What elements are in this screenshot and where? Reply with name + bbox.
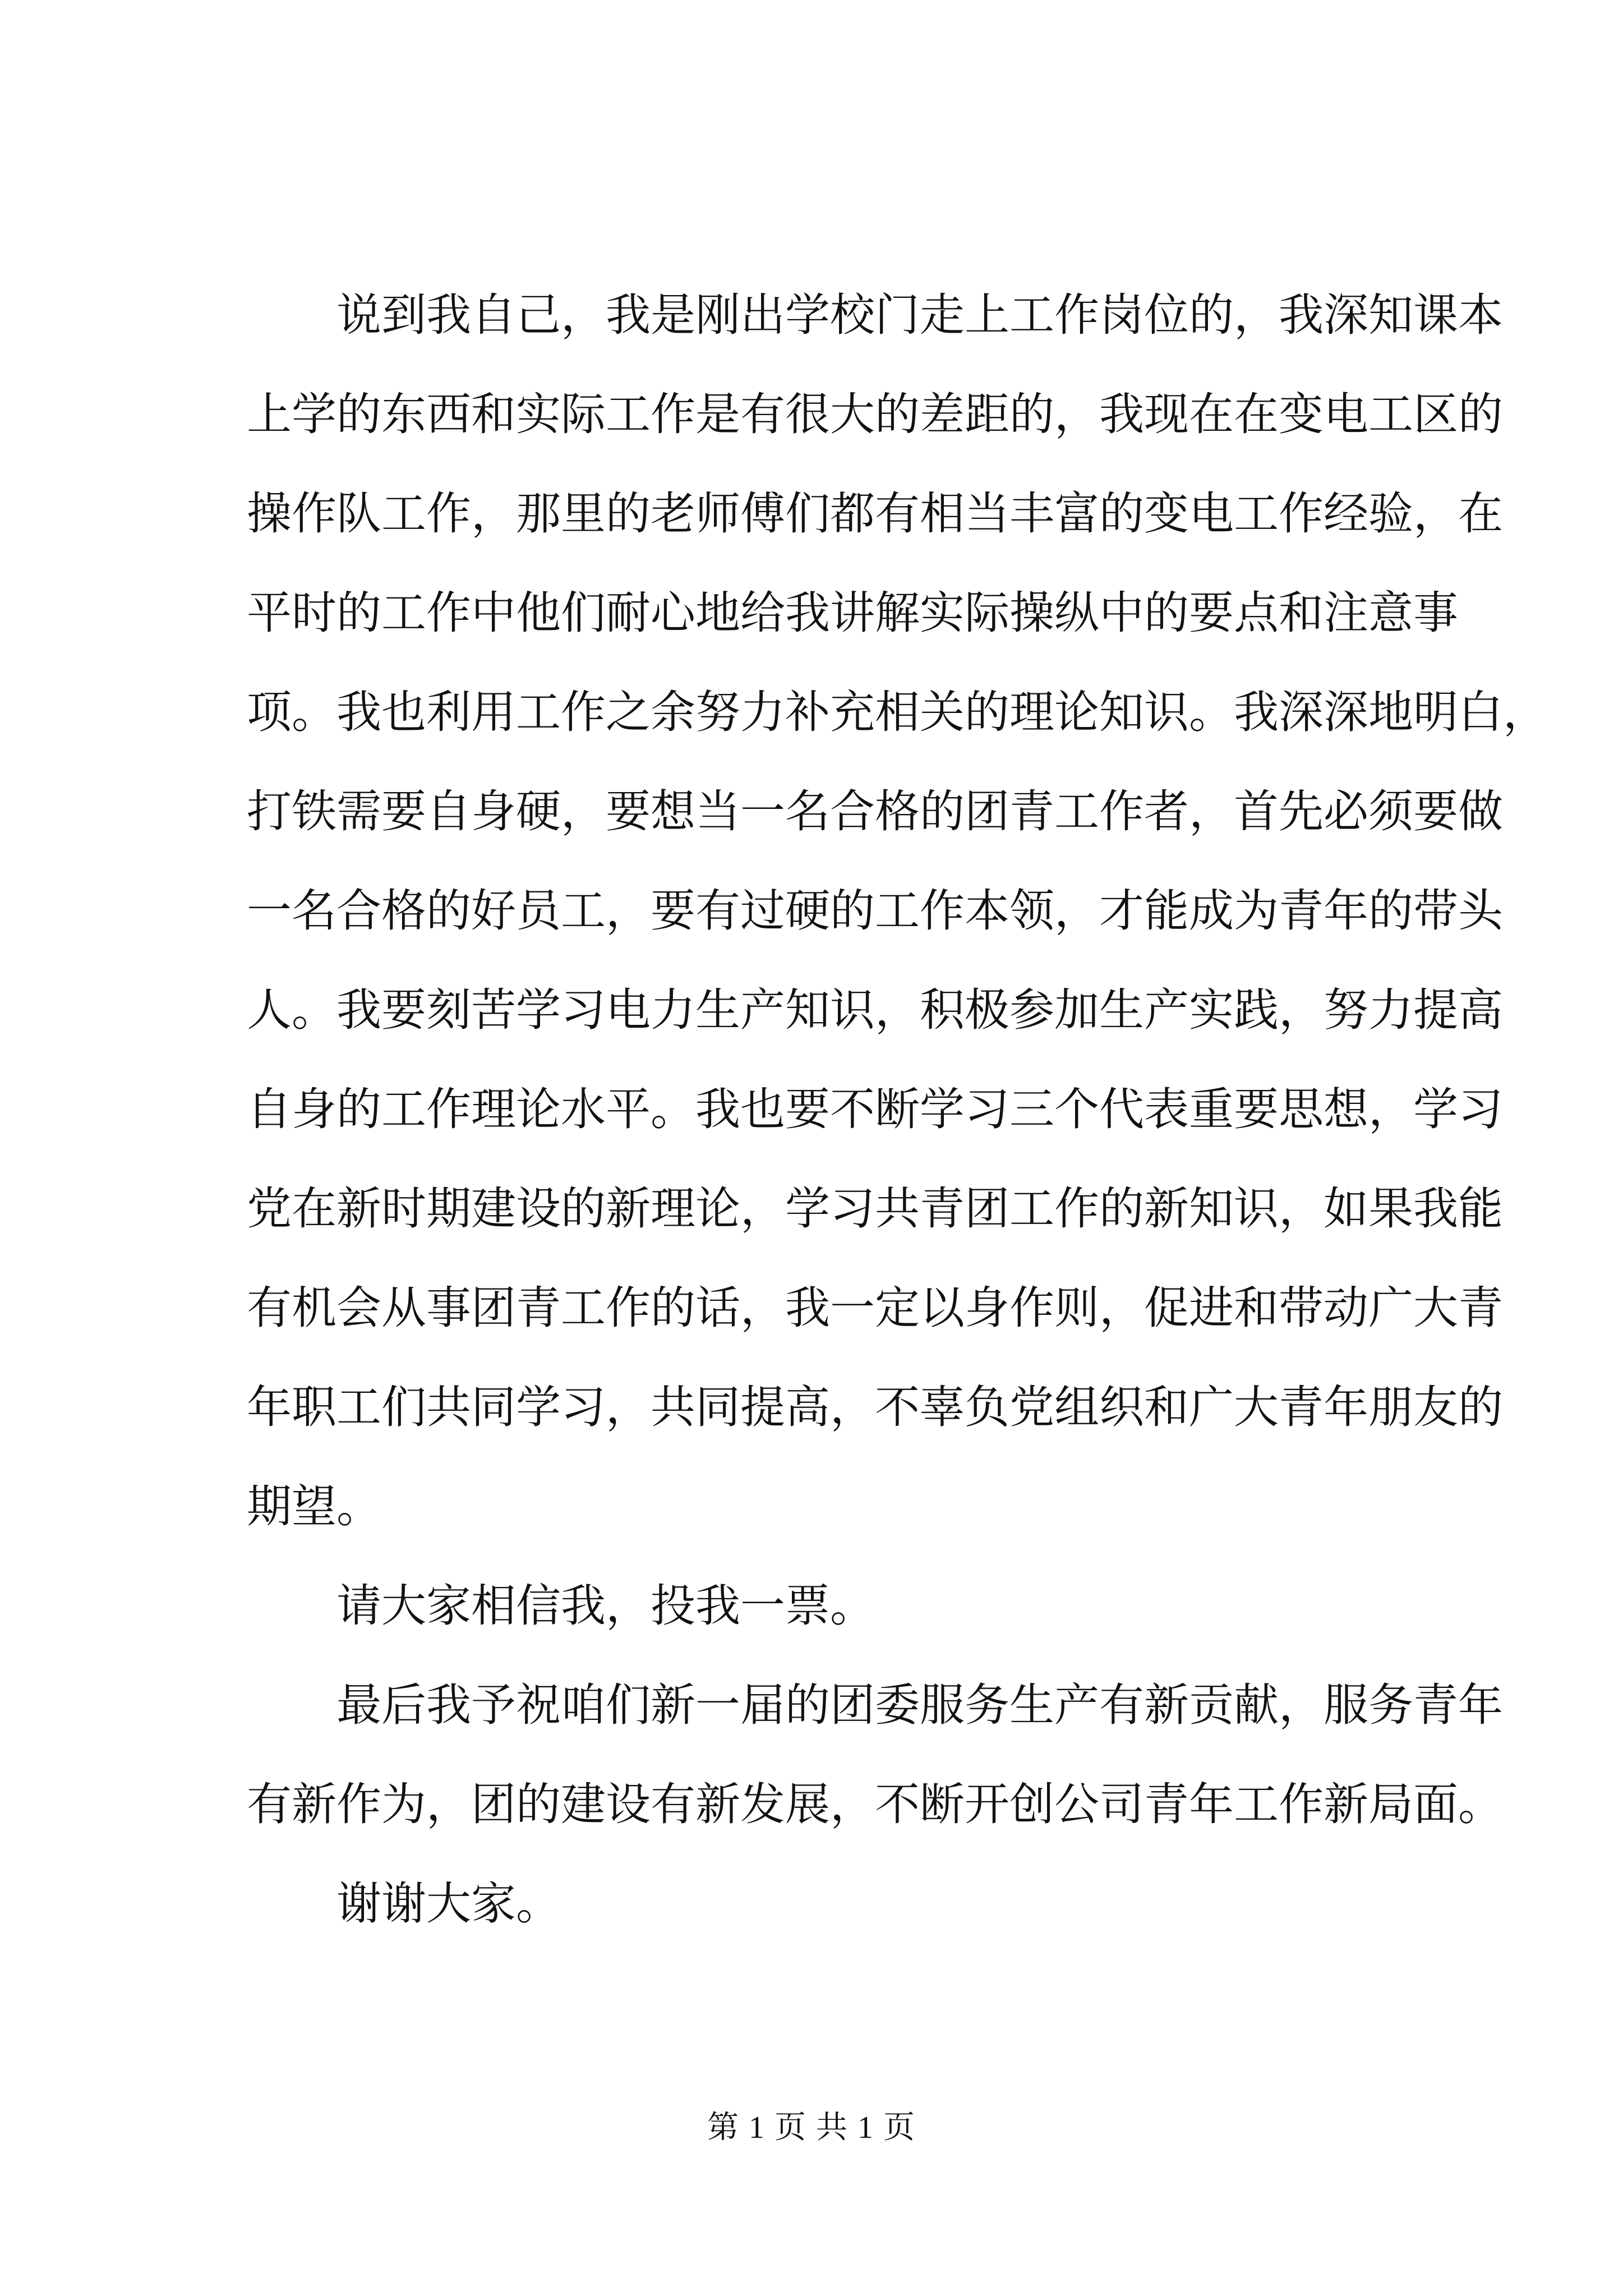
paragraph-line: 最后我予祝咱们新一届的团委服务生产有新贡献，服务青年: [336, 1679, 1503, 1731]
paragraph-line: 项。我也利用工作之余努力补充相关的理论知识。我深深地明白，: [247, 686, 1548, 738]
paragraph-line: 党在新时期建设的新理论，学习共青团工作的新知识，如果我能: [247, 1182, 1503, 1235]
paragraph-line: 操作队工作，那里的老师傅们都有相当丰富的变电工作经验，在: [247, 487, 1503, 540]
paragraph-thanks: [247, 1854, 1419, 1953]
page-number-footer: 第 1 页 共 1 页: [707, 2110, 916, 2145]
paragraph-line: 平时的工作中他们耐心地给我讲解实际操纵中的要点和注意事: [247, 587, 1458, 639]
paragraph-line: 有机会从事团青工作的话，我一定以身作则，促进和带动广大青: [247, 1282, 1503, 1334]
document-body: [247, 265, 1548, 1953]
paragraph-vote-request: [247, 1556, 1419, 1655]
paragraph-line: 年职工们共同学习，共同提高，不辜负党组织和广大青年朋友的: [247, 1381, 1503, 1433]
paragraph-line: 请大家相信我，投我一票。: [336, 1580, 875, 1632]
paragraph-line: 说到我自己，我是刚出学校门走上工作岗位的，我深知课本: [336, 289, 1503, 341]
paragraph-line: 谢谢大家。: [336, 1878, 561, 1930]
paragraph-line: 自身的工作理论水平。我也要不断学习三个代表重要思想，学习: [247, 1083, 1503, 1135]
paragraph-closing-wishes: [247, 1655, 1503, 1854]
paragraph-line: 打铁需要自身硬，要想当一名合格的团青工作者，首先必须要做: [247, 785, 1503, 838]
paragraph-line: 上学的东西和实际工作是有很大的差距的，我现在在变电工区的: [247, 388, 1503, 440]
paragraph-line: 期望。: [247, 1480, 381, 1533]
paragraph-line: 一名合格的好员工，要有过硬的工作本领，才能成为青年的带头: [247, 885, 1503, 937]
paragraph-line: 人。我要刻苦学习电力生产知识，积极参加生产实践，努力提高: [247, 984, 1503, 1036]
paragraph-line: 有新作为，团的建设有新发展，不断开创公司青年工作新局面。: [247, 1778, 1503, 1830]
paragraph-self-intro: [247, 265, 1548, 1556]
